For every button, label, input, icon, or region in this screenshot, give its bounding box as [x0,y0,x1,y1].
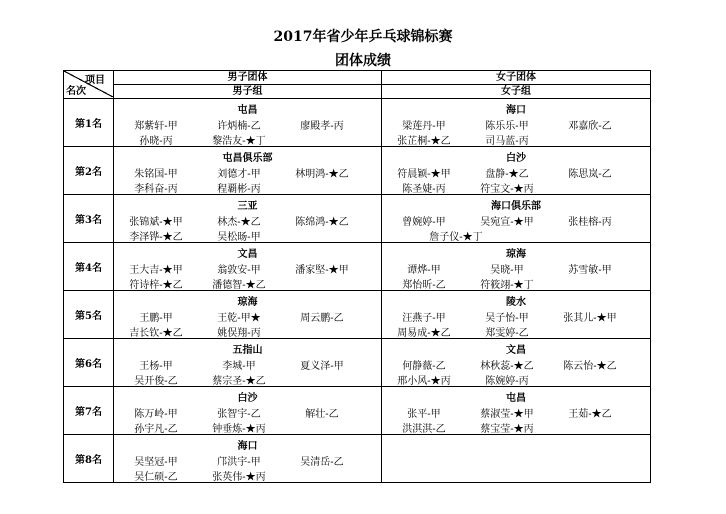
player-name: 吴坚冠-甲 [134,457,178,468]
player-name: 吉长钦-★乙 [129,328,183,339]
player-name: 夏义泽-甲 [300,361,344,372]
player-name: 司马蓝-丙 [485,136,529,147]
male-team-name: 三亚 [237,201,258,212]
player-name: 王杨-甲 [139,361,173,372]
item-label: 项目 [85,75,105,86]
player-name: 林杰-★乙 [217,217,261,228]
player-name: 陈万岭-甲 [134,409,178,420]
player-name: 孙晓-丙 [139,136,173,147]
male-team-name: 屯昌俱乐部 [222,153,273,164]
player-name: 何静薇-乙 [402,361,446,372]
male-team-name: 海口 [237,441,258,452]
player-name: 蔡宝莹-★丙 [480,424,534,435]
female-group-header: 女子组 [382,85,651,99]
player-name: 潘德智-★乙 [212,280,266,291]
player-name: 周云鹏-乙 [300,313,344,324]
player-name: 张芷桐-★乙 [397,136,451,147]
female-result [382,99,650,146]
female-cell [382,195,651,243]
female-cell [382,339,651,387]
player-name: 符晨颖-★甲 [397,169,451,180]
player-name: 张其儿-★甲 [563,313,617,324]
male-cell [114,99,382,147]
player-name: 吴松旸-甲 [217,232,261,243]
player-name: 张桂榕-丙 [568,217,612,228]
player-name: 陈云怡-★乙 [563,361,617,372]
player-name: 林明鸿-★乙 [295,169,349,180]
male-result [114,291,381,338]
male-result [114,387,381,434]
male-cell [114,387,382,435]
player-name: 张平-甲 [407,409,441,420]
player-name: 李科奋-丙 [134,184,178,195]
male-team-name: 文昌 [237,249,258,260]
player-name: 郑雯婷-乙 [485,328,529,339]
male-team-name: 琼海 [237,297,258,308]
female-team-name: 琼海 [506,249,526,260]
page-subtitle: 团体成绩 [335,53,391,69]
male-cell [114,339,382,387]
female-cell [382,99,651,147]
male-result [114,195,381,242]
player-name: 陈乐乐-甲 [485,121,529,132]
female-team-name: 海口 [506,105,526,116]
player-name: 符宝文-★丙 [480,184,534,195]
player-name: 王茹-★乙 [568,409,612,420]
male-team-name: 五指山 [232,345,263,356]
result-row [64,387,651,435]
player-name: 姚俣翔-丙 [217,328,261,339]
male-team-name: 屯昌 [237,105,258,116]
male-team-header: 男子团体 [114,71,382,85]
male-result [114,99,381,146]
player-name: 陈思岚-乙 [568,169,612,180]
rank-label: 名次 [66,86,86,97]
male-cell [114,195,382,243]
rank-cell: 第7名 [64,387,114,435]
player-name: 陈绵鸿-★乙 [295,217,349,228]
player-name: 吴子怡-甲 [485,313,529,324]
player-name: 黎浩友-★丁 [212,136,266,147]
player-name: 廖殿孝-丙 [300,121,344,132]
player-name: 苏雪敏-甲 [568,265,612,276]
result-row [64,291,651,339]
female-team-name: 文昌 [506,345,526,356]
player-name: 符诗梓-★乙 [129,280,183,291]
rank-cell: 第2名 [64,147,114,195]
female-result [382,435,650,482]
female-team-name: 陵水 [506,297,526,308]
player-name: 孙宇凡-乙 [134,424,178,435]
player-name: 郑怡昕-乙 [402,280,446,291]
player-name: 周易成-★乙 [397,328,451,339]
player-name: 朱铭国-甲 [134,169,178,180]
female-team-header: 女子团体 [382,71,651,85]
female-result [382,291,650,338]
player-name: 梁莲丹-甲 [402,121,446,132]
diag-header-cell [64,71,114,99]
male-team-name: 白沙 [237,393,258,404]
player-name: 洪淇淇-乙 [402,424,446,435]
player-name: 刘德才-甲 [217,169,261,180]
male-cell [114,147,382,195]
player-name: 曾婉婷-甲 [402,217,446,228]
player-name: 邝洪宇-甲 [217,457,261,468]
male-cell [114,435,382,483]
female-cell [382,243,651,291]
female-result [382,243,650,290]
result-row [64,147,651,195]
player-name: 蔡淑莹-★甲 [480,409,534,420]
header-row-1 [64,71,651,85]
rank-cell: 第5名 [64,291,114,339]
player-name: 翁敦安-甲 [217,265,261,276]
player-name: 吴开俊-乙 [134,376,178,387]
results-table [63,70,651,483]
player-name: 王鹏-甲 [139,313,173,324]
header-row-2 [64,85,651,99]
player-name: 邢小风-★丙 [397,376,451,387]
rank-cell: 第1名 [64,99,114,147]
rank-cell: 第8名 [64,435,114,483]
male-result [114,435,381,482]
player-name: 郑紫轩-甲 [134,121,178,132]
player-name: 王大吉-★甲 [129,265,183,276]
female-cell [382,291,651,339]
male-cell [114,243,382,291]
player-name: 吴宛宣-★甲 [480,217,534,228]
player-name: 李城-甲 [222,361,256,372]
female-team-name: 海口俱乐部 [491,201,541,212]
female-team-name: 白沙 [506,153,526,164]
result-row [64,243,651,291]
player-name: 吴晓-甲 [490,265,524,276]
player-name: 汪燕子-甲 [402,313,446,324]
player-name: 王乾-甲★ [217,313,261,324]
player-name: 符筱翊-★丁 [480,280,534,291]
female-result [382,195,650,242]
player-name: 许炳楠-乙 [217,121,261,132]
player-name: 盘静-★乙 [485,169,529,180]
player-name: 林秋蕊-★乙 [480,361,534,372]
player-name: 蔡宗圣-★乙 [212,376,266,387]
male-result [114,339,381,386]
female-cell [382,147,651,195]
player-name: 张锦斌-★甲 [129,217,183,228]
female-team-name: 屯昌 [506,393,526,404]
player-name: 吴仁硕-乙 [134,472,178,483]
player-name: 詹子仪-★丁 [429,232,483,243]
male-group-header: 男子组 [114,85,382,99]
result-row [64,339,651,387]
player-name: 邓嘉欣-乙 [568,121,612,132]
rank-cell: 第6名 [64,339,114,387]
female-result [382,387,650,434]
player-name: 陈圣婕-丙 [402,184,446,195]
male-result [114,243,381,290]
player-name: 吴清岳-乙 [300,457,344,468]
male-result [114,147,381,194]
female-cell [382,387,651,435]
female-result [382,147,650,194]
female-result [382,339,650,386]
female-cell [382,435,651,483]
page-title: 2017年省少年乒乓球锦标赛 [273,29,453,45]
player-name: 李泽铧-★乙 [129,232,183,243]
rank-cell: 第3名 [64,195,114,243]
player-name: 程覇彬-丙 [217,184,261,195]
player-name: 钟垂炼-★丙 [212,424,266,435]
rank-cell: 第4名 [64,243,114,291]
result-row [64,195,651,243]
player-name: 潘家堅-★甲 [295,265,349,276]
player-name: 张智宇-乙 [217,409,261,420]
player-name: 解壮-乙 [305,409,339,420]
result-row [64,99,651,147]
player-name: 谭烨-甲 [407,265,441,276]
result-row [64,435,651,483]
player-name: 张英伟-★丙 [212,472,266,483]
player-name: 陈婉婷-丙 [485,376,529,387]
male-cell [114,291,382,339]
